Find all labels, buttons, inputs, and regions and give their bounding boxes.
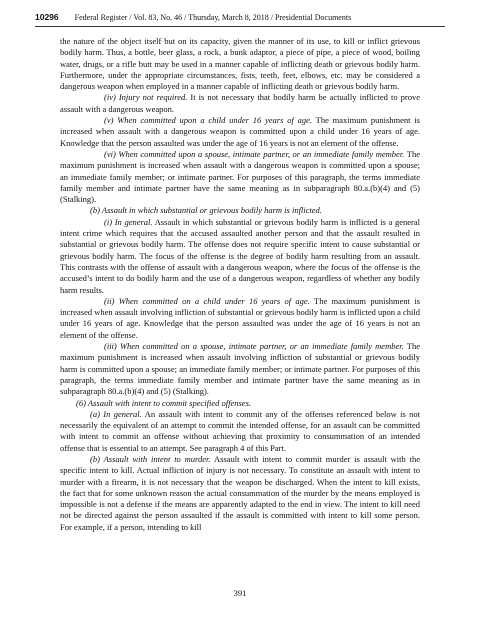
paragraph-heading: (v) When committed upon a child under 16 years of age. bbox=[104, 115, 312, 126]
paragraph-heading: (iii) When committed on a spouse, intimate partner, or an immediate family member. bbox=[104, 341, 404, 352]
paragraph-text: The maximum punishment is increased when assault with a dangerous weapon is committed upon a child under 16 years of age. Knowledge that the person assaulted was under the age of 16 years is not an element of the offense. bbox=[60, 115, 420, 148]
paragraph-heading: (6) Assault with intent to commit specified offenses. bbox=[76, 397, 252, 408]
paragraph-heading: (ii) When committed on a child under 16 years of age. bbox=[104, 295, 310, 306]
paragraph-heading: (i) In general. bbox=[104, 216, 153, 227]
paragraph-heading: (iv) Injury not required. bbox=[104, 92, 188, 103]
paragraph bbox=[60, 296, 420, 341]
paragraph-text: An assault with intent to commit any of the offenses referenced below is not necessarily the equivalent of an attempt to commit the intended offense, for an assault can be committed with intent to commit an offense without achieving that proximity to consummation of an intended offense that is essential to an attempt. See paragraph 4 of this Part. bbox=[60, 408, 420, 453]
paragraph bbox=[60, 409, 420, 454]
header-title: Federal Register / Vol. 83, No. 46 / Thursday, March 8, 2018 / Presidential Documents bbox=[74, 13, 352, 22]
paragraph-text: It is not necessary that bodily harm be actually inflicted to prove assault with a dangerous weapon. bbox=[60, 92, 420, 114]
paragraph-text: the nature of the object itself but on its capacity, given the manner of its use, to kill or inflict grievous bodily harm. Thus, a bottle, beer glass, a rock, a bunk adaptor, a piece of pipe, a piece of wood, boiling water, drugs, or a rifle butt may be used in a manner capable of inflicting death or grievous bodily harm. Furthermore, under the appropriate circumstances, fists, teeth, feet, elbows, etc. may be considered a dangerous weapon when employed in a manner capable of inflicting death or grievous bodily harm. bbox=[60, 36, 420, 92]
paragraph-heading: (a) In general. bbox=[90, 408, 142, 419]
paragraph-text: The maximum punishment is increased when assault involving infliction of substantial or grievous bodily harm is inflicted upon a child under 16 years of age. Knowledge that the person assaulted was under the age of 16 years is not an element of the offense. bbox=[60, 295, 420, 340]
paragraph bbox=[60, 205, 420, 216]
running-header bbox=[35, 12, 445, 27]
paragraph bbox=[60, 217, 420, 296]
paragraph bbox=[60, 92, 420, 115]
paragraph bbox=[60, 398, 420, 409]
paragraph bbox=[60, 149, 420, 205]
paragraph bbox=[60, 36, 420, 92]
paragraph-heading: (vi) When committed upon a spouse, intimate partner, or an immediate family member. bbox=[104, 148, 405, 159]
document-body bbox=[60, 36, 420, 576]
footer-page-number: 391 bbox=[233, 588, 247, 598]
paragraph-heading: (b) Assault with intent to murder. bbox=[90, 453, 211, 464]
paragraph-text: The maximum punishment is increased when assault involving infliction of substantial or grievous bodily harm is committed upon a spouse; an immediate family member; or intimate partner. For purposes of this paragraph, the terms immediate family member and intimate partner have the same meaning as in subparagraph 80.a.(b)(4) and (5) (Stalking). bbox=[60, 341, 420, 397]
paragraph bbox=[60, 341, 420, 397]
paragraph bbox=[60, 454, 420, 533]
paragraph-text: The maximum punishment is increased when assault with a dangerous weapon is committed upon a spouse; an immediate family member; or intimate partner. For purposes of this paragraph, the terms immediate family member and intimate partner have the same meaning as in subparagraph 80.a.(b)(4) and (5) (Stalking). bbox=[60, 148, 420, 205]
paragraph bbox=[60, 115, 420, 149]
paragraph-text: Assault in which substantial or grievous bodily harm is inflicted is a general intent crime which requires that the accused assaulted another person and that the assault resulted in substantial or grievous bodily harm. The offense does not require specific intent to cause substantial or grievous bodily harm. The focus of the offense is the degree of bodily harm resulting from an assault. This contrasts with the offense of assault with a dangerous weapon, where the focus of the offense is the accused’s intent to do bodily harm and the use of a dangerous weapon, regardless of whether any bodily harm results. bbox=[60, 216, 420, 295]
header-page-number: 10296 bbox=[35, 12, 59, 22]
paragraph-heading: (b) Assault in which substantial or grievous bodily harm is inflicted. bbox=[90, 205, 322, 216]
paragraph-text: Assault with intent to commit murder is assault with the specific intent to kill. Actual infliction of injury is not necessary. To constitute an assault with intent to murder with a firearm, it is not necessary that the weapon be discharged. When the intent to kill exists, the fact that for some unknown reason the actual consummation of the murder by the means employed is impossible is not a defense if the means are apparently adapted to the end in view. The intent to kill need not be directed against the person assaulted if the assault is committed with intent to kill some person. For example, if a person, intending to kill bbox=[60, 453, 420, 532]
